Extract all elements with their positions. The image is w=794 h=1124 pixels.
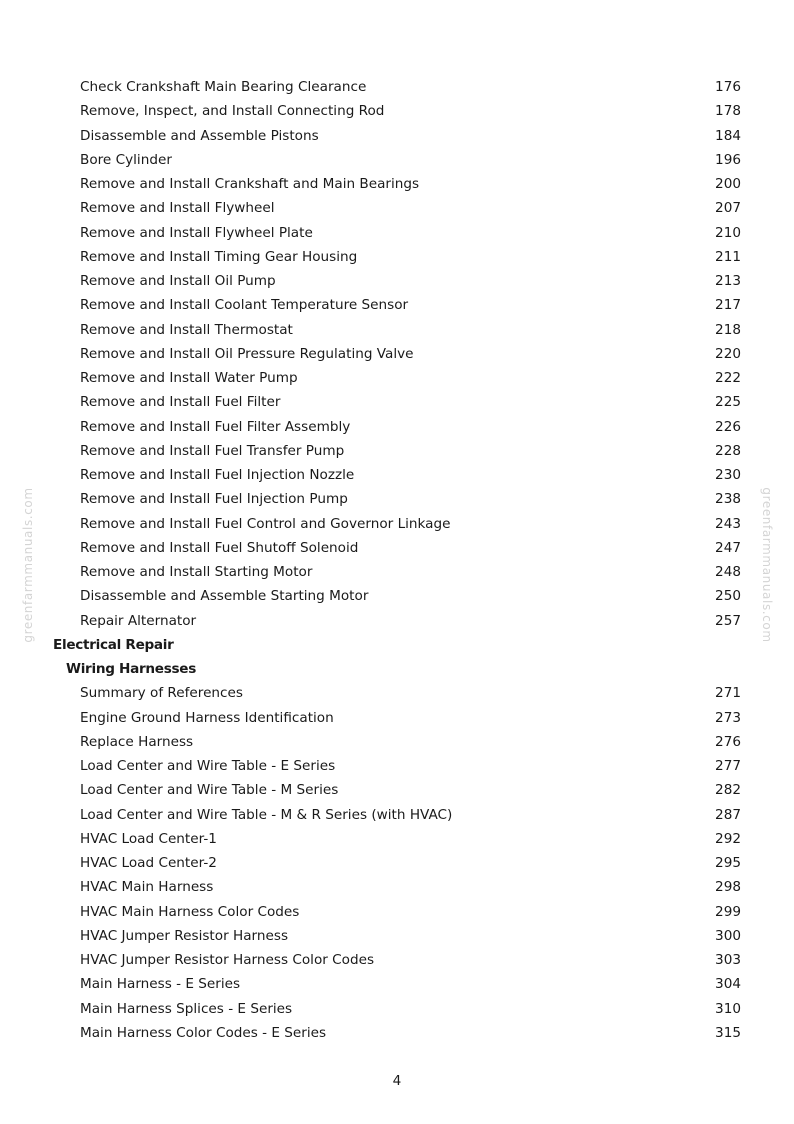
toc-entry-page[interactable]: 238 <box>715 491 741 508</box>
toc-entry[interactable] <box>0 342 794 366</box>
table-of-contents <box>0 75 794 1045</box>
toc-entry-page[interactable]: 178 <box>715 103 741 120</box>
toc-entry[interactable] <box>0 609 794 633</box>
toc-entry-page[interactable]: 176 <box>715 79 741 95</box>
toc-entry-page[interactable]: 217 <box>715 297 741 314</box>
toc-section-heading[interactable] <box>0 633 794 657</box>
watermark-left: greenfarmmanuals.com <box>21 487 35 643</box>
toc-entry[interactable] <box>0 439 794 463</box>
toc-entry-title[interactable]: Remove and Install Fuel Injection Nozzle <box>80 467 355 483</box>
toc-entry-title[interactable]: Remove and Install Water Pump <box>80 370 298 386</box>
toc-entry-title[interactable]: Main Harness - E Series <box>80 976 241 993</box>
toc-entry[interactable] <box>0 172 794 196</box>
subsection-heading-title[interactable]: Wiring Harnesses <box>66 661 197 677</box>
toc-entry[interactable] <box>0 1021 794 1045</box>
toc-entry[interactable] <box>0 75 794 99</box>
toc-entry-page[interactable]: 276 <box>715 733 741 750</box>
toc-entry-page[interactable]: 213 <box>715 273 741 289</box>
toc-entry-title[interactable]: Remove, Inspect, and Install Connecting Rod <box>80 103 385 120</box>
toc-entry-page[interactable]: 196 <box>715 151 741 168</box>
toc-entry[interactable] <box>0 390 794 414</box>
toc-subsection-heading[interactable] <box>0 657 794 681</box>
toc-entry-page[interactable]: 287 <box>715 806 741 823</box>
toc-entries-group-a <box>0 75 794 633</box>
toc-entry[interactable] <box>0 269 794 293</box>
toc-entry-page[interactable]: 250 <box>715 588 741 605</box>
toc-entry[interactable] <box>0 318 794 342</box>
toc-entry[interactable] <box>0 415 794 439</box>
toc-entry[interactable] <box>0 851 794 875</box>
toc-entry-title[interactable]: Engine Ground Harness Identification <box>80 709 334 726</box>
toc-entry-page[interactable]: 292 <box>715 830 741 847</box>
toc-entry-title[interactable]: Remove and Install Fuel Injection Pump <box>80 491 348 508</box>
toc-entry-title[interactable]: HVAC Load Center-2 <box>80 855 217 871</box>
toc-entry[interactable] <box>0 681 794 705</box>
toc-entry-title[interactable]: Bore Cylinder <box>80 151 172 168</box>
toc-entry-page[interactable]: 303 <box>715 952 741 968</box>
toc-entry-title[interactable]: Remove and Install Starting Motor <box>80 564 313 580</box>
toc-entry[interactable] <box>0 536 794 560</box>
toc-entry-page[interactable]: 271 <box>715 685 741 702</box>
toc-entry-page[interactable]: 210 <box>715 224 741 241</box>
toc-entry-page[interactable]: 247 <box>715 539 741 556</box>
toc-entry-title[interactable]: Main Harness Splices - E Series <box>80 1000 293 1017</box>
toc-entry[interactable] <box>0 875 794 899</box>
section-heading-title[interactable]: Electrical Repair <box>53 636 174 653</box>
toc-entry[interactable] <box>0 924 794 948</box>
toc-entry-title[interactable]: Remove and Install Thermostat <box>80 321 293 338</box>
toc-entry[interactable] <box>0 487 794 511</box>
toc-entry[interactable] <box>0 754 794 778</box>
toc-entry[interactable] <box>0 997 794 1021</box>
toc-entry[interactable] <box>0 803 794 827</box>
toc-entry[interactable] <box>0 948 794 972</box>
toc-entry-title[interactable]: Remove and Install Flywheel Plate <box>80 224 313 241</box>
toc-entry-title[interactable]: Main Harness Color Codes - E Series <box>80 1024 327 1041</box>
toc-entry-title[interactable]: Disassemble and Assemble Starting Motor <box>80 588 369 605</box>
page-number: 4 <box>392 1073 402 1089</box>
toc-entries-group-b <box>0 681 794 1045</box>
toc-entry-page[interactable]: 226 <box>715 418 741 435</box>
toc-entry[interactable] <box>0 245 794 269</box>
toc-entry[interactable] <box>0 584 794 608</box>
toc-entry-page[interactable]: 277 <box>715 758 741 774</box>
toc-entry-page[interactable]: 299 <box>715 903 741 920</box>
toc-entry-page[interactable]: 207 <box>715 200 741 217</box>
toc-entry-title[interactable]: Remove and Install Fuel Control and Governor Linkage <box>80 515 451 532</box>
toc-entry[interactable] <box>0 706 794 730</box>
toc-entry[interactable] <box>0 99 794 123</box>
toc-entry-title[interactable]: Remove and Install Fuel Shutoff Solenoid <box>80 539 359 556</box>
toc-entry-title[interactable]: HVAC Load Center-1 <box>80 830 217 847</box>
toc-entry-title[interactable]: Remove and Install Fuel Filter <box>80 394 281 411</box>
toc-entry-title[interactable]: Replace Harness <box>80 733 194 750</box>
toc-entry-page[interactable]: 225 <box>715 394 741 411</box>
toc-entry-page[interactable]: 220 <box>715 345 741 362</box>
toc-entry-title[interactable]: Load Center and Wire Table - E Series <box>80 758 336 774</box>
toc-entry[interactable] <box>0 778 794 802</box>
toc-entry-page[interactable]: 200 <box>715 176 741 192</box>
toc-entry-title[interactable]: Disassemble and Assemble Pistons <box>80 127 319 144</box>
toc-entry-title[interactable]: Remove and Install Timing Gear Housing <box>80 248 358 265</box>
toc-entry[interactable] <box>0 730 794 754</box>
toc-entry-page[interactable]: 295 <box>715 855 741 871</box>
toc-entry-title[interactable]: Repair Alternator <box>80 612 197 629</box>
toc-entry-page[interactable]: 257 <box>715 612 741 629</box>
toc-entry-title[interactable]: Remove and Install Coolant Temperature Sensor <box>80 297 409 314</box>
toc-entry-title[interactable]: Summary of References <box>80 685 243 702</box>
toc-entry-title[interactable]: Remove and Install Flywheel <box>80 200 275 217</box>
toc-entry[interactable] <box>0 827 794 851</box>
toc-entry-page[interactable]: 248 <box>715 564 741 580</box>
toc-entry[interactable] <box>0 221 794 245</box>
toc-entry[interactable] <box>0 124 794 148</box>
toc-entry-title[interactable]: Load Center and Wire Table - M & R Series (with HVAC) <box>80 806 453 823</box>
toc-entry-title[interactable]: Remove and Install Fuel Filter Assembly <box>80 418 351 435</box>
toc-entry-title[interactable]: Remove and Install Fuel Transfer Pump <box>80 442 345 459</box>
toc-entry-page[interactable]: 222 <box>715 370 741 386</box>
toc-entry[interactable] <box>0 560 794 584</box>
toc-entry-page[interactable]: 184 <box>715 127 741 144</box>
toc-entry-title[interactable]: Remove and Install Oil Pump <box>80 273 276 289</box>
toc-entry-title[interactable]: Remove and Install Crankshaft and Main Bearings <box>80 176 420 192</box>
toc-entry[interactable] <box>0 196 794 220</box>
toc-entry[interactable] <box>0 512 794 536</box>
watermark-right: greenfarmmanuals.com <box>760 487 774 643</box>
toc-entry-page[interactable]: 273 <box>715 709 741 726</box>
toc-entry-page[interactable]: 304 <box>715 976 741 993</box>
toc-entry[interactable] <box>0 148 794 172</box>
toc-entry-page[interactable]: 230 <box>715 467 741 483</box>
toc-entry[interactable] <box>0 900 794 924</box>
toc-entry[interactable] <box>0 463 794 487</box>
toc-entry-page[interactable]: 282 <box>715 782 741 799</box>
toc-entry-title[interactable]: HVAC Main Harness <box>80 879 214 896</box>
toc-entry-title[interactable]: HVAC Main Harness Color Codes <box>80 903 300 920</box>
toc-entry-page[interactable]: 300 <box>715 927 741 944</box>
toc-entry-page[interactable]: 228 <box>715 442 741 459</box>
toc-entry[interactable] <box>0 293 794 317</box>
toc-entry-title[interactable]: HVAC Jumper Resistor Harness <box>80 927 289 944</box>
toc-entry[interactable] <box>0 366 794 390</box>
toc-entry-page[interactable]: 310 <box>715 1000 741 1017</box>
toc-entry-page[interactable]: 298 <box>715 879 741 896</box>
toc-entry[interactable] <box>0 972 794 996</box>
toc-entry-page[interactable]: 211 <box>715 248 741 265</box>
toc-entry-title[interactable]: Load Center and Wire Table - M Series <box>80 782 339 799</box>
toc-entry-title[interactable]: HVAC Jumper Resistor Harness Color Codes <box>80 952 375 968</box>
toc-entry-page[interactable]: 243 <box>715 515 741 532</box>
toc-entry-title[interactable]: Check Crankshaft Main Bearing Clearance <box>80 79 367 95</box>
toc-entry-title[interactable]: Remove and Install Oil Pressure Regulating Valve <box>80 345 414 362</box>
toc-entry-page[interactable]: 315 <box>715 1024 741 1041</box>
toc-entry-page[interactable]: 218 <box>715 321 741 338</box>
